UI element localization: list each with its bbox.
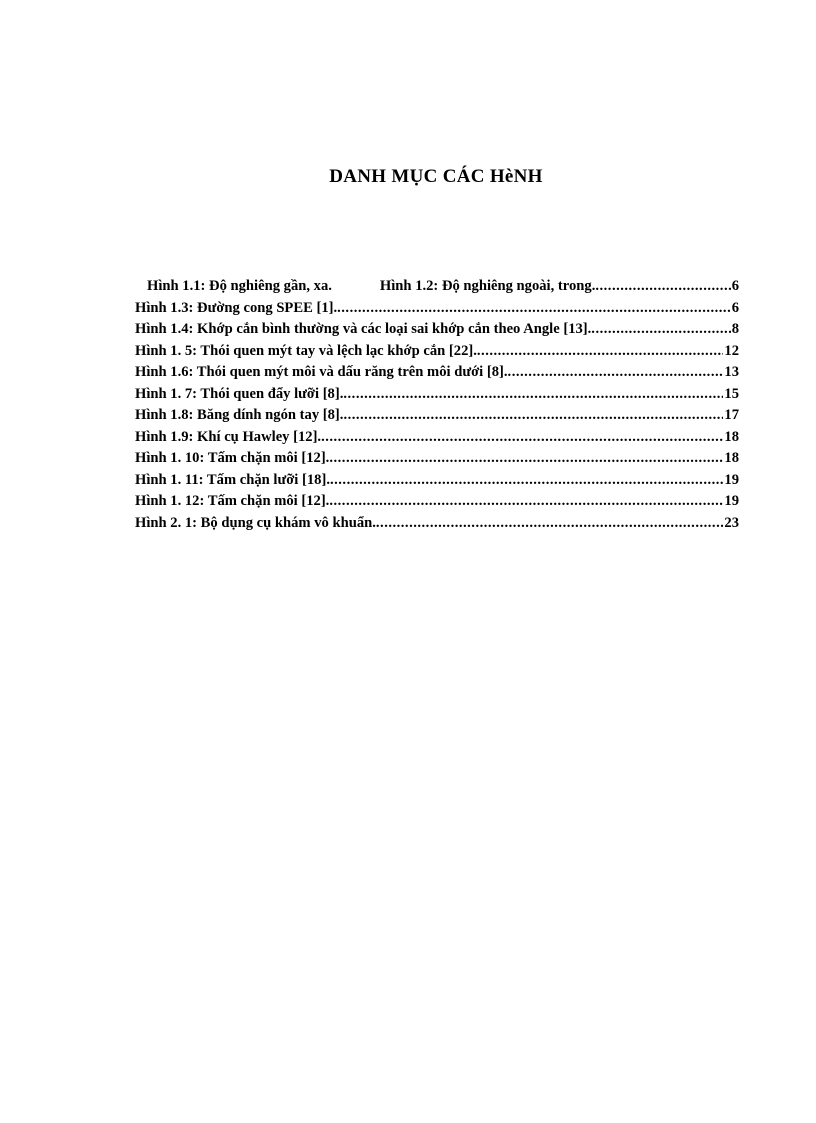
- toc-page-number: 12: [724, 342, 739, 359]
- toc-page-number: 17: [724, 407, 739, 423]
- toc-leader-dots: [376, 513, 724, 535]
- toc-entry-label: Hình 1. 5: Thói quen mýt tay và lệch lạc khớp cắn [22].: [135, 342, 477, 359]
- toc-page-number: 6: [731, 278, 739, 294]
- toc-leader-dots: [337, 298, 731, 320]
- toc-entry[interactable]: [135, 276, 739, 298]
- toc-entry-label: Hình 1.9: Khí cụ Hawley [12].: [135, 428, 322, 445]
- toc-page-number: 19: [724, 493, 739, 509]
- toc-entry[interactable]: [135, 405, 739, 427]
- page-title: DANH MỤC CÁC HèNH: [329, 166, 543, 187]
- toc-entry[interactable]: [135, 341, 739, 363]
- toc-leader-dots: [330, 470, 723, 492]
- toc-entry-label: Hình 1. 7: Thói quen đẩy lưỡi [8].: [135, 385, 344, 402]
- toc-entry-label: Hình 1.6: Thói quen mýt môi và dấu răng trên môi dưới [8].: [135, 364, 508, 380]
- toc-entry-label: Hình 1.3: Đường cong SPEE [1].: [135, 299, 338, 316]
- toc-page-number: 15: [724, 385, 739, 402]
- toc-page-number: 8: [731, 321, 739, 337]
- toc-entry-label: Hình 2. 1: Bộ dụng cụ khám vô khuẩn.: [135, 514, 376, 531]
- toc-entry[interactable]: [135, 427, 739, 449]
- toc-page-number: 23: [724, 514, 739, 531]
- toc-entry-label: Hình 1.1: Độ nghiêng gần, xa.: [147, 278, 332, 294]
- toc-entry[interactable]: [135, 384, 739, 406]
- toc-entry-label: Hình 1. 12: Tấm chặn môi [12].: [135, 493, 330, 509]
- toc-leader-dots: [508, 362, 724, 384]
- toc-entry-label: Hình 1.2: Độ nghiêng ngoài, trong.: [379, 278, 596, 294]
- toc-leader-dots: [343, 405, 723, 427]
- toc-entry[interactable]: [135, 491, 739, 513]
- toc-entry[interactable]: [135, 319, 739, 341]
- toc-entry-label: Hình 1. 10: Tấm chặn môi [12].: [135, 450, 330, 466]
- toc-entry-label: Hình 1. 11: Tấm chặn lưỡi [18].: [135, 471, 330, 488]
- toc-entry[interactable]: [135, 362, 739, 384]
- toc-page-number: 6: [731, 299, 739, 316]
- toc-entry[interactable]: [135, 470, 739, 492]
- figure-list: [135, 276, 739, 534]
- toc-leader-dots: [329, 448, 723, 470]
- toc-leader-dots: [321, 427, 723, 449]
- toc-entry[interactable]: [135, 298, 739, 320]
- toc-leader-dots: [329, 491, 723, 513]
- toc-entry[interactable]: [135, 513, 739, 535]
- toc-page-number: 18: [724, 428, 739, 445]
- toc-entry[interactable]: [135, 448, 739, 470]
- toc-page-number: 18: [724, 450, 739, 466]
- toc-entry-label: Hình 1.8: Băng dính ngón tay [8].: [135, 407, 344, 423]
- toc-entry-label: Hình 1.4: Khớp cắn bình thường và các loại sai khớp cắn theo Angle [13].: [135, 321, 592, 337]
- toc-leader-dots: [591, 319, 730, 341]
- toc-leader-dots: [477, 341, 724, 363]
- toc-leader-dots: [595, 276, 730, 298]
- toc-page-number: 13: [724, 364, 739, 380]
- toc-page-number: 19: [724, 471, 739, 488]
- toc-leader-dots: [343, 384, 723, 406]
